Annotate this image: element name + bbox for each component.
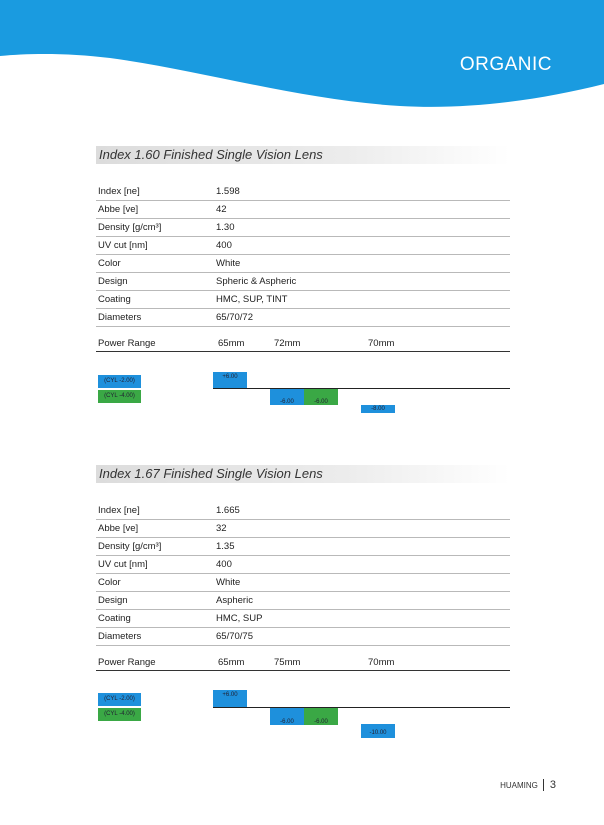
legend-cyl-2: (CYL -2.00) [98, 375, 141, 388]
spec-value: 1.30 [216, 222, 235, 233]
spec-value: 400 [216, 240, 232, 251]
spec-row [96, 202, 510, 219]
spec-row [96, 629, 510, 646]
spec-value: 1.35 [216, 541, 235, 552]
spec-label: Diameters [98, 631, 142, 642]
power-range-row [96, 656, 510, 671]
spec-row [96, 557, 510, 574]
footer-brand: HUAMING [500, 780, 538, 790]
diameter-label: 70mm [368, 338, 395, 349]
spec-label: Density [g/cm³] [98, 222, 162, 233]
spec-table [96, 184, 510, 327]
section-title: Index 1.60 Finished Single Vision Lens [96, 146, 510, 164]
power-range-chart [96, 688, 510, 748]
diameter-label: 65mm [218, 657, 245, 668]
page-footer [500, 779, 556, 791]
spec-value: 42 [216, 204, 227, 215]
power-range-label: Power Range [98, 657, 156, 668]
spec-label: UV cut [nm] [98, 559, 148, 570]
power-range-chart [96, 368, 510, 428]
spec-row [96, 310, 510, 327]
power-bar: -6.00 [270, 708, 304, 725]
spec-row [96, 238, 510, 255]
lens-section-1-60 [96, 146, 510, 352]
spec-value: 400 [216, 559, 232, 570]
spec-value: HMC, SUP [216, 613, 263, 624]
spec-value: HMC, SUP, TINT [216, 294, 288, 305]
spec-row [96, 184, 510, 201]
power-bar: -10.00 [361, 724, 395, 738]
power-bar: +6.00 [213, 690, 247, 707]
diameter-label: 65mm [218, 338, 245, 349]
spec-label: Color [98, 577, 121, 588]
page-title: ORGANIC [459, 54, 552, 75]
spec-label: Index [ne] [98, 186, 140, 197]
spec-row [96, 611, 510, 628]
power-range-row [96, 337, 510, 352]
section-title: Index 1.67 Finished Single Vision Lens [96, 465, 510, 483]
power-bar: -6.00 [304, 389, 338, 405]
chart-axis [213, 388, 510, 389]
spec-table [96, 503, 510, 646]
spec-row [96, 593, 510, 610]
legend-cyl-4: (CYL -4.00) [98, 390, 141, 403]
power-bar: +6.00 [213, 372, 247, 388]
spec-value: Spheric & Aspheric [216, 276, 297, 287]
spec-value: Aspheric [216, 595, 253, 606]
diameter-label: 75mm [274, 657, 301, 668]
spec-label: Abbe [ve] [98, 204, 139, 215]
spec-label: Design [98, 276, 128, 287]
spec-label: Density [g/cm³] [98, 541, 162, 552]
spec-value: 1.598 [216, 186, 240, 197]
legend-cyl-2: (CYL -2.00) [98, 693, 141, 706]
power-bar: -6.00 [270, 389, 304, 405]
spec-label: Coating [98, 294, 131, 305]
spec-value: 1.665 [216, 505, 240, 516]
spec-row [96, 292, 510, 309]
spec-row [96, 539, 510, 556]
lens-section-1-67 [96, 465, 510, 671]
spec-label: Color [98, 258, 121, 269]
spec-value: 65/70/75 [216, 631, 253, 642]
power-bar: -8.00 [361, 405, 395, 413]
spec-row [96, 256, 510, 273]
spec-value: White [216, 577, 241, 588]
spec-row [96, 521, 510, 538]
footer-divider [543, 779, 544, 791]
spec-label: Diameters [98, 312, 142, 323]
spec-value: 32 [216, 523, 227, 534]
power-range-label: Power Range [98, 338, 156, 349]
power-bar: -6.00 [304, 708, 338, 725]
spec-row [96, 503, 510, 520]
spec-label: Index [ne] [98, 505, 140, 516]
spec-label: Abbe [ve] [98, 523, 139, 534]
legend-cyl-4: (CYL -4.00) [98, 708, 141, 721]
spec-value: 65/70/72 [216, 312, 253, 323]
page-number: 3 [549, 779, 556, 791]
chart-axis [213, 707, 510, 708]
diameter-label: 72mm [274, 338, 301, 349]
spec-row [96, 220, 510, 237]
spec-row [96, 274, 510, 291]
spec-label: Design [98, 595, 128, 606]
spec-label: UV cut [nm] [98, 240, 148, 251]
diameter-label: 70mm [368, 657, 395, 668]
spec-label: Coating [98, 613, 131, 624]
spec-value: White [216, 258, 241, 269]
spec-row [96, 575, 510, 592]
